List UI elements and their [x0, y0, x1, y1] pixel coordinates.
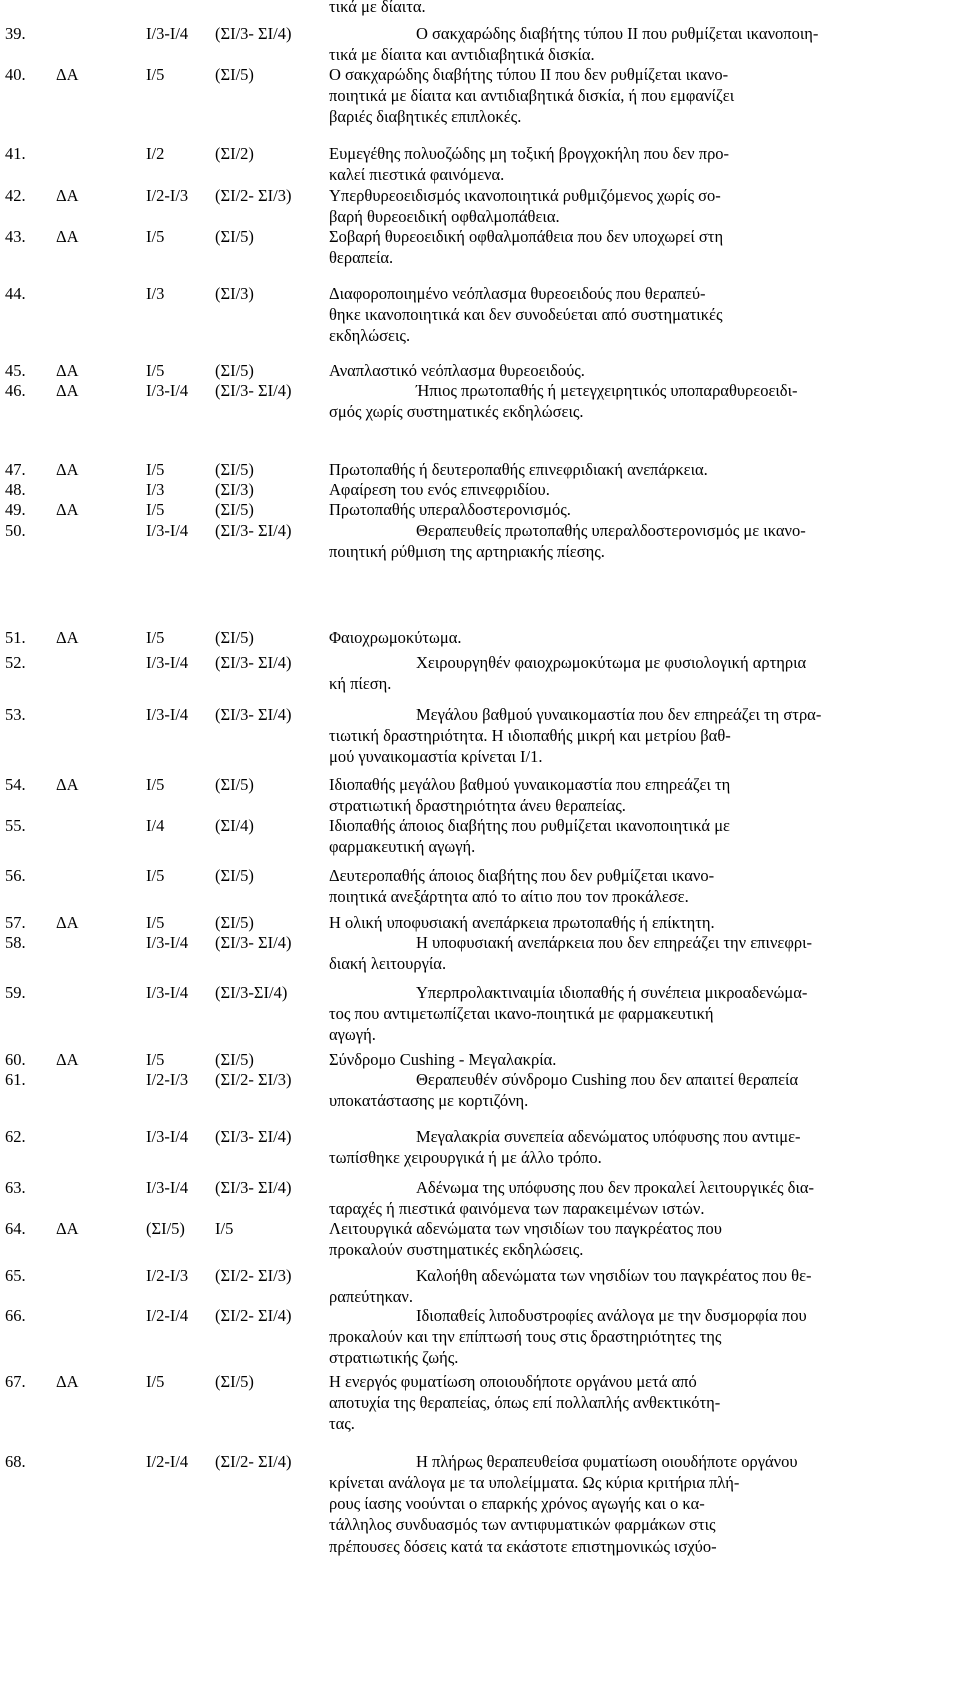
entry-text-line: προκαλούν συστηματικές εκδηλώσεις.: [329, 1240, 584, 1259]
category-code: Ι/2-Ι/4: [146, 1306, 189, 1325]
category-code-si: (ΣΙ/5): [215, 65, 254, 84]
entry-text-line: Σύνδρομο Cushing - Μεγαλακρία.: [329, 1050, 557, 1069]
category-code: Ι/3-Ι/4: [146, 1178, 189, 1197]
category-code-si: (ΣΙ/5): [215, 628, 254, 647]
entry-text-line: θηκε ικανοποιητικά και δεν συνοδεύεται από συστηματικές: [329, 305, 723, 324]
category-code-si: (ΣΙ/5): [215, 227, 254, 246]
category-code-si: (ΣΙ/5): [215, 1050, 254, 1069]
entry-text-line: Υπερθυρεοειδισμός ικανοποιητικά ρυθμιζόμενος χωρίς σο-: [329, 186, 721, 205]
category-code-si: (ΣΙ/3- ΣΙ/4): [215, 933, 292, 952]
category-code-si: (ΣΙ/5): [215, 500, 254, 519]
entry-text-line: Διαφοροποιημένο νεόπλασμα θυρεοειδούς που θεραπεύ-: [329, 284, 706, 303]
category-code-si: (ΣΙ/3- ΣΙ/4): [215, 653, 292, 672]
entry-text-line: τιωτική δραστηριότητα. Η ιδιοπαθής μικρή και μετρίου βαθ-: [329, 726, 731, 745]
entry-number: 66.: [5, 1306, 26, 1325]
category-code: Ι/3-Ι/4: [146, 653, 189, 672]
entry-text-line: εκδηλώσεις.: [329, 326, 411, 345]
category-code: Ι/2: [146, 144, 165, 163]
category-code-si: (ΣΙ/5): [215, 775, 254, 794]
entry-number: 65.: [5, 1266, 26, 1285]
entry-number: 49.: [5, 500, 26, 519]
category-code: Ι/3-Ι/4: [146, 24, 189, 43]
entry-number: 43.: [5, 227, 26, 246]
entry-text-line: Φαιοχρωμοκύτωμα.: [329, 628, 462, 647]
category-code: Ι/5: [146, 1050, 165, 1069]
category-code-si: (ΣΙ/2): [215, 144, 254, 163]
da-marker: ΔΑ: [56, 500, 79, 519]
category-code: Ι/5: [146, 628, 165, 647]
entry-text-line: τάλληλος συνδυασμός των αντιφυματικών φαρμάκων στις: [329, 1515, 716, 1534]
category-code-si: (ΣΙ/2- ΣΙ/4): [215, 1306, 292, 1325]
category-code-si: (ΣΙ/3- ΣΙ/4): [215, 381, 292, 400]
entry-text-line: Ιδιοπαθείς λιποδυστροφίες ανάλογα με την δυσμορφία που: [416, 1306, 807, 1325]
category-code-si: (ΣΙ/2- ΣΙ/3): [215, 1266, 292, 1285]
entry-number: 57.: [5, 913, 26, 932]
entry-text-line: Η υποφυσιακή ανεπάρκεια που δεν επηρεάζει την επινεφρι-: [416, 933, 813, 952]
entry-number: 58.: [5, 933, 26, 952]
entry-text-line: διακή λειτουργία.: [329, 954, 447, 973]
entry-number: 45.: [5, 361, 26, 380]
category-code-si: Ι/5: [215, 1219, 234, 1238]
entry-text-line: Ο σακχαρώδης διαβήτης τύπου ΙΙ που ρυθμίζεται ικανοποιη-: [416, 24, 819, 43]
entry-number: 47.: [5, 460, 26, 479]
entry-text-line: ρους ίασης νοούνται ο επαρκής χρόνος αγωγής και ο κα-: [329, 1494, 705, 1513]
entry-text-line: Καλοήθη αδενώματα των νησιδίων του παγκρέατος που θε-: [416, 1266, 812, 1285]
entry-text-line: τος που αντιμετωπίζεται ικανο-ποιητικά με φαρμακευτική: [329, 1004, 714, 1023]
category-code-si: (ΣΙ/5): [215, 913, 254, 932]
entry-text-line: Ιδιοπαθής άποιος διαβήτης που ρυθμίζεται ικανοποιητικά με: [329, 816, 730, 835]
top-fragment: τικά με δίαιτα.: [329, 0, 426, 16]
entry-number: 64.: [5, 1219, 26, 1238]
category-code: Ι/3: [146, 480, 165, 499]
entry-text-line: Λειτουργικά αδενώματα των νησιδίων του παγκρέατος που: [329, 1219, 722, 1238]
da-marker: ΔΑ: [56, 775, 79, 794]
category-code-si: (ΣΙ/4): [215, 816, 254, 835]
category-code-si: (ΣΙ/3- ΣΙ/4): [215, 705, 292, 724]
category-code: Ι/4: [146, 816, 165, 835]
category-code-si: (ΣΙ/3): [215, 284, 254, 303]
entry-text-line: Ήπιος πρωτοπαθής ή μετεγχειρητικός υποπαραθυρεοειδι-: [416, 381, 798, 400]
entry-number: 42.: [5, 186, 26, 205]
entry-number: 62.: [5, 1127, 26, 1146]
category-code: Ι/3-Ι/4: [146, 1127, 189, 1146]
entry-text-line: Η ενεργός φυματίωση οποιουδήποτε οργάνου μετά από: [329, 1372, 697, 1391]
category-code: Ι/2-Ι/3: [146, 1266, 189, 1285]
da-marker: ΔΑ: [56, 1219, 79, 1238]
category-code: Ι/3: [146, 284, 165, 303]
entry-text-line: φαρμακευτική αγωγή.: [329, 837, 476, 856]
entry-number: 56.: [5, 866, 26, 885]
category-code-si: (ΣΙ/5): [215, 361, 254, 380]
entry-text-line: Θεραπευθέν σύνδρομο Cushing που δεν απαιτεί θεραπεία: [416, 1070, 799, 1089]
da-marker: ΔΑ: [56, 186, 79, 205]
entry-number: 61.: [5, 1070, 26, 1089]
entry-text-line: Ευμεγέθης πολυοζώδης μη τοξική βρογχοκήλη που δεν προ-: [329, 144, 730, 163]
entry-number: 44.: [5, 284, 26, 303]
category-code: Ι/5: [146, 866, 165, 885]
entry-text-line: Υπερπρολακτιναιμία ιδιοπαθής ή συνέπεια μικροαδενώμα-: [416, 983, 808, 1002]
entry-text-line: στρατιωτικής ζωής.: [329, 1348, 459, 1367]
entry-number: 54.: [5, 775, 26, 794]
category-code: Ι/5: [146, 1372, 165, 1391]
category-code-si: (ΣΙ/5): [215, 460, 254, 479]
entry-text-line: κή πίεση.: [329, 674, 392, 693]
entry-number: 46.: [5, 381, 26, 400]
entry-text-line: τωπίσθηκε χειρουργικά ή με άλλο τρόπο.: [329, 1148, 602, 1167]
entry-text-line: Πρωτοπαθής ή δευτεροπαθής επινεφριδιακή ανεπάρκεια.: [329, 460, 708, 479]
da-marker: ΔΑ: [56, 1372, 79, 1391]
category-code-si: (ΣΙ/2- ΣΙ/3): [215, 186, 292, 205]
entry-text-line: αποτυχία της θεραπείας, όπως επί πολλαπλής ανθεκτικότη-: [329, 1393, 721, 1412]
entry-text-line: Μεγάλου βαθμού γυναικομαστία που δεν επηρεάζει τη στρα-: [416, 705, 822, 724]
entry-text-line: Χειρουργηθέν φαιοχρωμοκύτωμα με φυσιολογική αρτηρια: [416, 653, 807, 672]
da-marker: ΔΑ: [56, 381, 79, 400]
entry-number: 53.: [5, 705, 26, 724]
da-marker: ΔΑ: [56, 1050, 79, 1069]
da-marker: ΔΑ: [56, 913, 79, 932]
category-code: Ι/5: [146, 500, 165, 519]
entry-text-line: τας.: [329, 1414, 355, 1433]
entry-text-line: βαριές διαβητικές επιπλοκές.: [329, 107, 522, 126]
category-code: Ι/3-Ι/4: [146, 983, 189, 1002]
entry-text-line: κρίνεται ανάλογα με τα υπολείμματα. Ως κύρια κριτήρια πλή-: [329, 1473, 740, 1492]
entry-text-line: Ιδιοπαθής μεγάλου βαθμού γυναικομαστία που επηρεάζει τη: [329, 775, 731, 794]
entry-text-line: Ο σακχαρώδης διαβήτης τύπου ΙΙ που δεν ρυθμίζεται ικανο-: [329, 65, 729, 84]
entry-number: 52.: [5, 653, 26, 672]
entry-text-line: ραπεύτηκαν.: [329, 1287, 413, 1306]
category-code: Ι/5: [146, 361, 165, 380]
entry-number: 48.: [5, 480, 26, 499]
category-code: Ι/2-Ι/3: [146, 186, 189, 205]
entry-text-line: καλεί πιεστικά φαινόμενα.: [329, 165, 505, 184]
entry-number: 63.: [5, 1178, 26, 1197]
entry-text-line: στρατιωτική δραστηριότητα άνευ θεραπείας.: [329, 796, 626, 815]
category-code-si: (ΣΙ/3- ΣΙ/4): [215, 1127, 292, 1146]
category-code: Ι/5: [146, 227, 165, 246]
entry-text-line: θεραπεία.: [329, 248, 394, 267]
category-code: Ι/2-Ι/4: [146, 1452, 189, 1471]
category-code-si: (ΣΙ/3-ΣΙ/4): [215, 983, 288, 1002]
entry-text-line: Πρωτοπαθής υπεραλδοστερονισμός.: [329, 500, 571, 519]
entry-number: 51.: [5, 628, 26, 647]
entry-number: 50.: [5, 521, 26, 540]
entry-text-line: σμός χωρίς συστηματικές εκδηλώσεις.: [329, 402, 584, 421]
entry-number: 68.: [5, 1452, 26, 1471]
category-code: Ι/5: [146, 913, 165, 932]
category-code: (ΣΙ/5): [146, 1219, 185, 1238]
category-code: Ι/3-Ι/4: [146, 933, 189, 952]
entry-text-line: μού γυναικομαστία κρίνεται Ι/1.: [329, 747, 543, 766]
entry-text-line: Αδένωμα της υπόφυσης που δεν προκαλεί λειτουργικές δια-: [416, 1178, 815, 1197]
entry-text-line: προκαλούν και την επίπτωσή τους στις δραστηριότητες της: [329, 1327, 722, 1346]
category-code: Ι/5: [146, 775, 165, 794]
category-code: Ι/3-Ι/4: [146, 381, 189, 400]
da-marker: ΔΑ: [56, 361, 79, 380]
entry-number: 40.: [5, 65, 26, 84]
category-code-si: (ΣΙ/5): [215, 866, 254, 885]
entry-number: 55.: [5, 816, 26, 835]
category-code-si: (ΣΙ/3- ΣΙ/4): [215, 24, 292, 43]
da-marker: ΔΑ: [56, 628, 79, 647]
entry-text-line: ταραχές ή πιεστικά φαινόμενα των παρακειμένων ιστών.: [329, 1199, 705, 1218]
category-code-si: (ΣΙ/2- ΣΙ/3): [215, 1070, 292, 1089]
entry-number: 39.: [5, 24, 26, 43]
entry-text-line: βαρή θυρεοειδική οφθαλμοπάθεια.: [329, 207, 560, 226]
entry-text-line: πρέπουσες δόσεις κατά τα εκάστοτε επιστημονικώς ισχύο-: [329, 1537, 717, 1556]
category-code-si: (ΣΙ/3- ΣΙ/4): [215, 521, 292, 540]
entry-number: 60.: [5, 1050, 26, 1069]
category-code: Ι/5: [146, 460, 165, 479]
da-marker: ΔΑ: [56, 227, 79, 246]
entry-text-line: Αφαίρεση του ενός επινεφριδίου.: [329, 480, 550, 499]
category-code: Ι/2-Ι/3: [146, 1070, 189, 1089]
entry-number: 41.: [5, 144, 26, 163]
entry-text-line: ποιητικά με δίαιτα και αντιδιαβητικά δισκία, ή που εμφανίζει: [329, 86, 735, 105]
entry-number: 67.: [5, 1372, 26, 1391]
entry-number: 59.: [5, 983, 26, 1002]
category-code: Ι/3-Ι/4: [146, 521, 189, 540]
category-code: Ι/5: [146, 65, 165, 84]
entry-text-line: αγωγή.: [329, 1025, 376, 1044]
entry-text-line: υποκατάστασης με κορτιζόνη.: [329, 1091, 529, 1110]
entry-text-line: Η ολική υποφυσιακή ανεπάρκεια πρωτοπαθής ή επίκτητη.: [329, 913, 715, 932]
category-code-si: (ΣΙ/3): [215, 480, 254, 499]
entry-text-line: Μεγαλακρία συνεπεία αδενώματος υπόφυσης που αντιμε-: [416, 1127, 801, 1146]
category-code-si: (ΣΙ/5): [215, 1372, 254, 1391]
entry-text-line: τικά με δίαιτα και αντιδιαβητικά δισκία.: [329, 45, 595, 64]
category-code-si: (ΣΙ/3- ΣΙ/4): [215, 1178, 292, 1197]
entry-text-line: Σοβαρή θυρεοειδική οφθαλμοπάθεια που δεν υποχωρεί στη: [329, 227, 724, 246]
entry-text-line: Αναπλαστικό νεόπλασμα θυρεοειδούς.: [329, 361, 585, 380]
category-code-si: (ΣΙ/2- ΣΙ/4): [215, 1452, 292, 1471]
entry-text-line: Θεραπευθείς πρωτοπαθής υπεραλδοστερονισμός με ικανο-: [416, 521, 806, 540]
entry-text-line: Δευτεροπαθής άποιος διαβήτης που δεν ρυθμίζεται ικανο-: [329, 866, 715, 885]
entry-text-line: ποιητική ρύθμιση της αρτηριακής πίεσης.: [329, 542, 605, 561]
entry-text-line: Η πλήρως θεραπευθείσα φυματίωση οιουδήποτε οργάνου: [416, 1452, 798, 1471]
da-marker: ΔΑ: [56, 460, 79, 479]
entry-text-line: ποιητικά ανεξάρτητα από το αίτιο που τον προκάλεσε.: [329, 887, 689, 906]
category-code: Ι/3-Ι/4: [146, 705, 189, 724]
da-marker: ΔΑ: [56, 65, 79, 84]
